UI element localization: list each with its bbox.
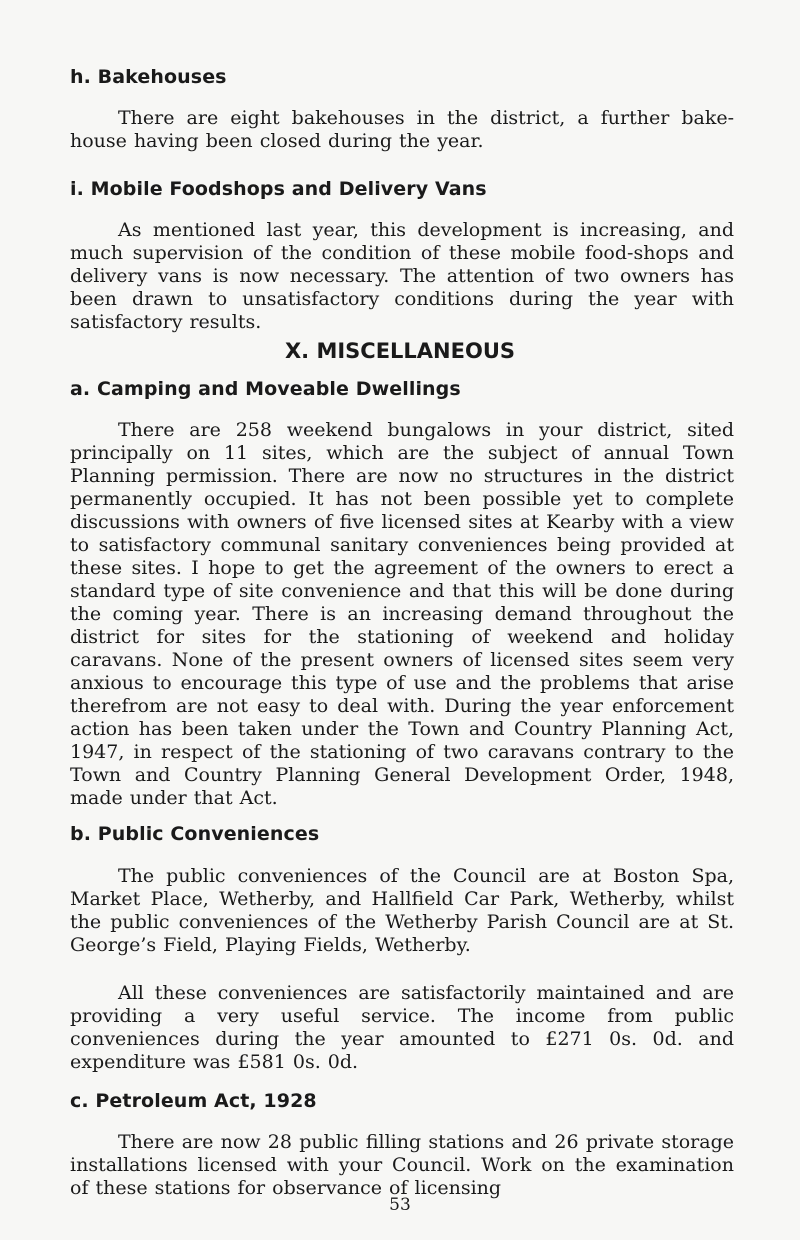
paragraph-camping: There are 258 weekend bungalows in your district, sited principally on 11 sites, which are the subject of annual Town Planning permission. There are now no structures in the district permanently occupied. It has not been possible yet to complete discussions with owners of five licensed sites at Kearby with a view to satisfactory communal sanitary conveniences being provided at these sites. I hope to get the agreement of the owners to erect a standard type of site convenience and that this will be done during the coming year. There is an increasing demand throughout the district for sites for the stationing of weekend and holiday caravans. None of the present owners of licensed sites seem very anxious to encourage this type of use and the problems that arise therefrom are not easy to deal with. During the year enforcement action has been taken under the Town and Country Planning Act, 1947, in respect of the stationing of two caravans contrary to the Town and Country Planning General Development Order, 1948, made under that Act. [70, 419, 734, 809]
paragraph-public-conveniences-1: The public conveniences of the Council are at Boston Spa, Market Place, Wetherby, and Hallfield Car Park, Wetherby, whilst the public conveniences of the Wetherby Parish Council are at St. George’s Field, Playing Fields, Wetherby. [70, 865, 734, 956]
paragraph-public-conveniences-2: All these conveniences are satisfactorily maintained and are providing a very useful service. The income from public conveniences during the year amounted to £271 0s. 0d. and expenditure was £581 0s. 0d. [70, 982, 734, 1073]
heading-bakehouses: h. Bakehouses [70, 66, 227, 88]
heading-petroleum-act: c. Petroleum Act, 1928 [70, 1090, 317, 1112]
paragraph-petroleum-act: There are now 28 public filling stations and 26 private storage installations licensed with your Council. Work on the examination of these stations for observance of licensing [70, 1131, 734, 1199]
paragraph-mobile-foodshops: As mentioned last year, this development is increasing, and much supervision of the condition of these mobile food-shops and delivery vans is now necessary. The attention of two owners has been drawn to unsatisfactory conditions during the year with satisfactory results. [70, 219, 734, 333]
page-number: 53 [389, 1195, 411, 1215]
heading-mobile-foodshops: i. Mobile Foodshops and Delivery Vans [70, 178, 487, 200]
heading-public-conveniences: b. Public Conveniences [70, 823, 320, 845]
heading-camping: a. Camping and Moveable Dwellings [70, 378, 461, 400]
paragraph-bakehouses: There are eight bakehouses in the district, a further bake-house having been closed during the year. [70, 107, 734, 152]
section-title-miscellaneous: X. MISCELLANEOUS [284, 339, 516, 363]
